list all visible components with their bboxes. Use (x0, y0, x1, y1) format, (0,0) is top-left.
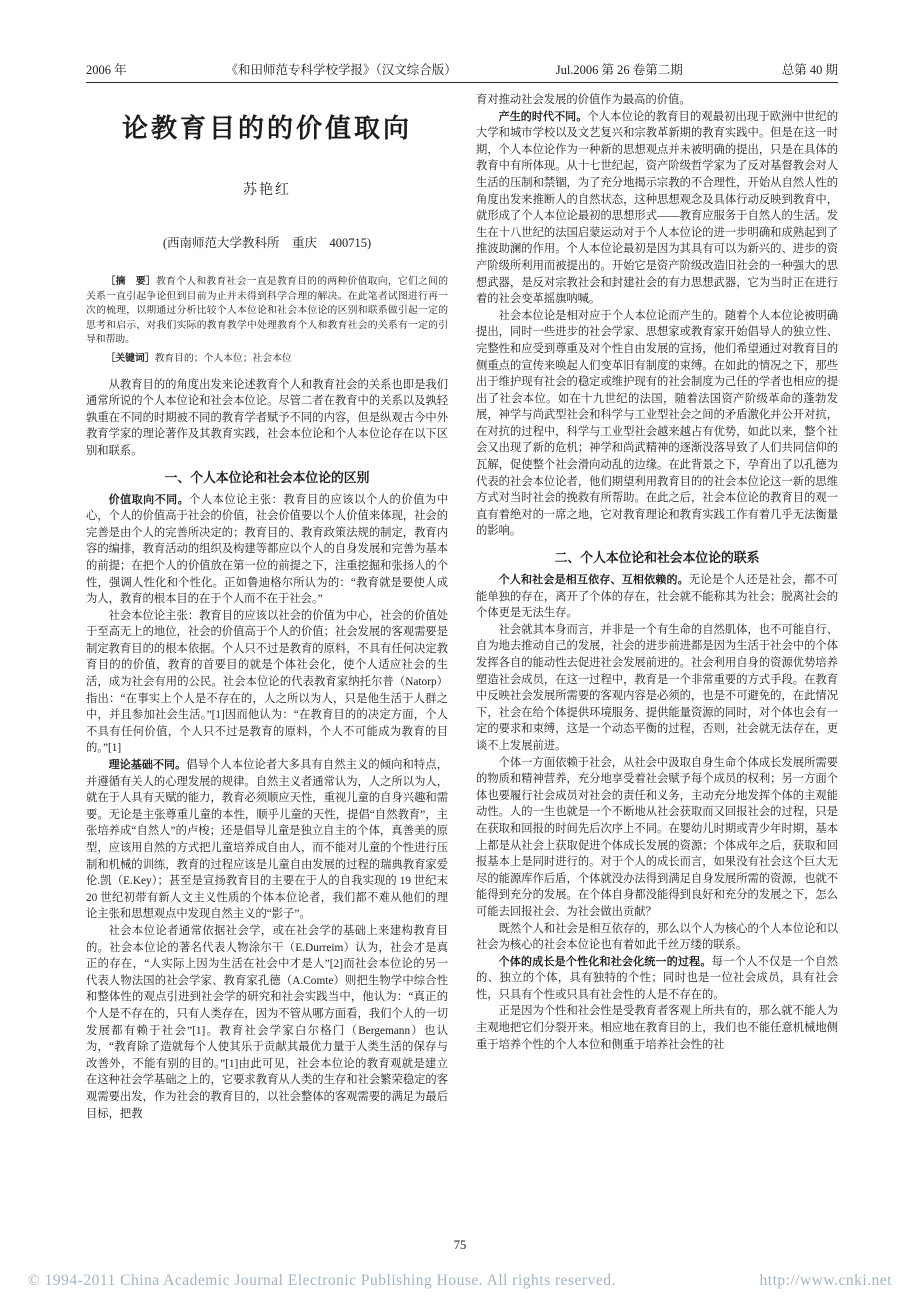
section-heading-1: 一、个人本位论和社会本位论的区别 (164, 470, 370, 485)
paragraph-closing: 正是因为个性和社会性是受教育者客观上所共有的，那么就不能人为主观地把它们分裂开来。相应地在教育目的上，我们也不能任意机械地侧重于培养个性的个人本位和侧重于培养社会性的社 (476, 1005, 838, 1051)
paragraph-individual-dependence: 个体一方面依赖于社会，从社会中汲取自身生命个体成长发展所需要的物质和精神营养，充分地享受着社会赋予每个成员的权利；另一方面个体也要履行社会成员对社会的责任和义务，主动充分地发挥个体的主观能动性。人的一生也就是一个不断地从社会获取而又回报社会的过程，只是在获取和回报的时间先后次序上不同。在婴幼儿时期或青少年时期，基本上都是从社会上获取促进个体成长发展的资源；个体成年之后，获取和回报基本上是同时进行的。对于个人的成长而言，如果没有社会这个巨大无尽的能源库作后盾，个体就没办法得到满足自身发展所需的资源，也就不能得到充分的发展。在个体自身都没能得到良好和充分的发展之下，怎么可能去回报社会、为社会做出贡献？ (476, 756, 838, 918)
paragraph-lead: 个人和社会是相互依存、互相依赖的。 (498, 574, 689, 587)
journal-issue: Jul.2006 第 26 卷第二期 (555, 63, 683, 77)
keywords-text: 教育目的；个人本位；社会本位 (154, 352, 292, 364)
cnki-url: http://www.cnki.net (759, 1272, 892, 1289)
abstract (86, 275, 448, 348)
paragraph-lead: 理论基础不同。 (108, 759, 187, 772)
keywords-label: ［关键词］ (105, 352, 155, 364)
journal-total-issue: 总第 40 期 (781, 63, 838, 77)
paragraph-connection: 既然个人和社会是相互依存的，那么以个人为核心的个人本位论和以社会为核心的社会本位论也有着如此千丝万缕的联系。 (476, 922, 838, 952)
paragraph-society-itself: 社会就其本身而言，并非是一个有生命的自然肌体，也不可能自行、自为地去推动自己的发展，社会的进步前进都是因为生活于社会中的个体发挥各自的能动性去促进社会发展前进的。社会利用自身的资源优势培养塑造社会成员，在这一过程中，教育是一个非常重要的方式手段。在教育中反映社会发展所需要的客观内容是必须的，也是不可避免的，在此情况下，社会在给个体提供环境服务、提供能量资源的同时，对个体也会有一定的要求和束缚，这是一个动态平衡的过程，否则，社会就无法存在，更谈不上发展前进。 (476, 623, 838, 752)
paragraph-lead: 产生的时代不同。 (498, 110, 588, 123)
left-column (86, 92, 448, 1122)
page-number: 75 (453, 1238, 467, 1252)
author-affiliation: (西南师范大学教科所 重庆 400715) (162, 236, 372, 250)
right-column (476, 92, 838, 1053)
page-title: 论教育目的的价值取向 (121, 114, 412, 143)
section-heading-2: 二、个人本位论和社会本位论的联系 (554, 551, 760, 566)
paragraph-society-standard: 社会本位论主张：教育目的应该以社会的价值为中心，社会的价值处于至高无上的地位，社会的价值高于个人的价值；社会发展的客观需要是制定教育目的的根本依据。个人只不过是教育的原料，不具有任何决定教育目的的价值，教育的首要目的就是个体社会化，使个人适应社会的生活，成为社会有用的公民。社会本位论的代表教育家纳托尔普（Natorp）指出：“在事实上个人是不存在的，人之所以为人，只是他生活于人群之中，并且参加社会生活。”[1]因而他认为：“在教育目的的决定方面，个人不具有任何价值，个人只不过是教育的原料，个人不可能成为教育的目的。”[1] (86, 609, 448, 755)
paragraph-value-orientation: 价值取向不同。个人本位论主张：教育目的应该以个人的价值为中心，个人的价值高于社会的价值，社会价值要以个人价值来体现，社会的完善是由个人的完善所决定的；教育目的、教育政策法规的制定，教育内容的编排，教育活动的组织及构建等都应以个人的自身发展和完善为基本的前提；在把个人的价值放在第一位的前提之下，注重挖掘和张扬人的个性，强调人性化和个性化。正如鲁迪格尔所认为的：“教育就是要使人成为人，教育的根本目的在于个人而不在于社会。” (86, 493, 448, 606)
paragraph-sociology-basis: 社会本位论者通常依据社会学，或在社会学的基础上来建构教育目的。社会本位论的著名代表人物涂尔干（E.Durreim）认为，社会才是真正的存在，“人实际上因为生活在社会中才是人”[2]而社会本位论的另一代表人物法国的社会学家、教育家孔德（A.Comte）则把生物学中综合性和整体性的观点引进到社会学的研究和社会实践当中，他认为：“真正的个人是不存在的，只有人类存在，因为不管从哪方面看，我们个人的一切发展都有赖于社会”[1]。教育社会学家白尔格门（Bergemann）也认为，“教育除了造就每个人使其乐于贡献其最优力量于人类生活的保存与改善外，不能有别的目的。”[1]由此可见，社会本位论的教育观就是建立在这种社会学基础之上的，它要求教育从人类的生存和社会繁荣稳定的客观需要出发，作为社会的教育目的，以社会整体的客观需要的满足为最后目标，把教 (86, 924, 448, 1120)
paragraph-lead: 价值取向不同。 (108, 493, 190, 506)
journal-year: 2006 年 (86, 63, 127, 77)
paragraph-growth-unity: 个体的成长是个性化和社会化统一的过程。每一个人不仅是一个自然的、独立的个体，具有独特的个性；同时也是一位社会成员，具有社会性，只具有个性或只具有社会性的人是不存在的。 (476, 955, 838, 1001)
abstract-text: 教育个人和教育社会一直是教育目的的两种价值取向，它们之间的关系一直引起争论但到目前为止并未得到科学合理的解决。在此笔者试图进行再一次的梳理，以期通过分析比较个人本位论和社会本位论的区别和联系做引起一定的思考和启示，对我们实际的教育教学中处理教育个人和教育社会的关系有一定的引导和帮助。 (86, 276, 449, 346)
paragraph-theory-basis: 理论基础不同。倡导个人本位论者大多具有自然主义的倾向和特点，并遵循有关人的心理发展的规律。自然主义者通常认为，人之所以为人，就在于人具有天赋的能力，教育必须顺应天性，重视儿童的自身兴趣和需要。无论是主张尊重儿童的本性，顺乎儿童的天性，提倡“自然教育”，主张培养成“自然人”的卢梭；还是倡导儿童是独立自主的个体，真善美的原型，应该用自然的方式把儿童培养成自由人，而不能对儿童的个性进行压制和机械的训练，教育的过程应该是儿童自由发展的过程的瑞典教育家爱伦.凯（E.Key）；甚至是宣扬教育目的主要在于人的自我实现的 19 世纪末 20 世纪初带有新人文主义性质的个体本位论者，我们都不难从他们的理论主张和思想观点中发现自然主义的“影子”。 (86, 759, 448, 921)
paragraph-interdependence: 个人和社会是相互依存、互相依赖的。无论是个人还是社会，都不可能单独的存在，离开了个体的存在，社会就不能称其为社会；脱离社会的个体更是无法生存。 (476, 574, 838, 620)
paragraph-lead: 个体的成长是个性化和社会化统一的过程。 (498, 955, 712, 968)
paragraph-era-difference: 产生的时代不同。个人本位论的教育目的观最初出现于欧洲中世纪的大学和城市学校以及文艺复兴和宗教革新期的教育实践中。但是在这一时期，个人本位论作为一种新的思想观点并未被明确的提出，只是在具体的教育中有所体现。从十七世纪起，资产阶级哲学家为了反对基督教会对人生活的压制和禁锢，为了充分地揭示宗教的不合理性，开始从自然人性的角度出发来推断人的自然状态，这种思想观念及具体行动反映到教育中，就形成了个人本位论最初的思想形式——教育应服务于自然人的生活。发生在十八世纪的法国启蒙运动对于个人本位论的进一步明确和成熟起到了推波助澜的作用。个人本位论最初是因为其具有可以为新兴的、进步的资产阶级所利用而被提出的。开始它是资产阶级改造旧社会的一种强大的思想武器，是反对宗教社会和封建社会的有力思想武器，它为当时正在进行着的社会变革摇旗呐喊。 (476, 110, 838, 306)
journal-name: 《和田师范专科学校学报》（汉文综合版） (225, 63, 457, 77)
keywords (86, 352, 448, 367)
abstract-label: ［摘 要］ (105, 276, 156, 287)
author-name: 苏艳红 (243, 183, 291, 198)
paragraph-intro: 从教育目的的角度出发来论述教育个人和教育社会的关系也即是我们通常所说的个人本位论和社会本位论。尽管二者在教育中的关系以及孰轻孰重在不同的时期被不同的教育学者赋予不同的内容，但是纵观古今中外教育学家的理论著作及其教育实践，社会本位论和个人本位论存在以下区别和联系。 (86, 378, 448, 457)
paragraph-continuation: 育对推动社会发展的价值作为最高的价值。 (476, 94, 691, 106)
paragraph-society-standard-origin: 社会本位论是相对应于个人本位论而产生的。随着个人本位论被明确提出，同时一些进步的社会学家、思想家或教育家开始倡导人的独立性、完整性和应受到尊重及对个性自由发展的宣扬，他们希望通过对教育目的侧重点的宣传来唤起人们变革旧有制度的束缚。在如此的情况之下，那些出于维护现有社会的稳定或维护现有的社会制度为己任的学者也相应的提出了社会本位。如在十九世纪的法国，随着法国资产阶级革命的蓬勃发展，神学与尚武型社会和科学与工业型社会之间的矛盾激化并公开对抗，在对抗的过程中，科学与工业型社会越来越占有优势，如此以来，整个社会又出现了新的危机；神学和尚武精神的逐渐没落导致了人们共同信仰的瓦解，促使整个社会滑向动乱的边缘。在此背景之下，孕育出了以孔德为代表的社会本位论者，他们期望利用教育目的的社会本位论这一新的思维方式对当时社会的挽救有所帮助。在此之后，社会本位论的教育目的观一直有着绝对的一席之地，它对教育理论和教育实践工作有着几乎无法衡量的影响。 (476, 309, 838, 538)
copyright-bar (28, 1272, 892, 1290)
copyright-text: © 1994-2011 China Academic Journal Electronic Publishing House. All rights reserved. (28, 1272, 616, 1289)
header-divider (86, 82, 838, 83)
journal-header (86, 60, 838, 78)
